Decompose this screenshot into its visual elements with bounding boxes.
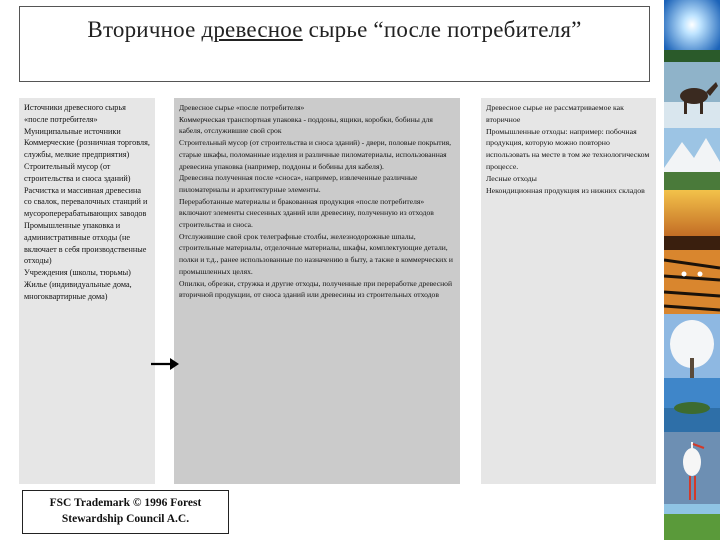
horse-water-photo [664, 62, 720, 128]
snowy-tree-photo [664, 314, 720, 378]
middle-item: Древесное сырье «после потребителя» [179, 103, 305, 112]
middle-item: Древесина полученная после «сноса», например, извлеченные различные пиломатериалы и архитектурные элементы. [179, 173, 418, 194]
lake-island-photo [664, 378, 720, 432]
title-part-1: Вторичное [87, 17, 202, 42]
left-item: Расчистка и массивная древесина со свалок, перевалочных станций и мусороперерабатывающих заводов [24, 185, 148, 219]
right-item: Промышленные отходы: например: побочная продукция, которую можно повторно использовать на месте в том же технологическом процессе. [486, 126, 650, 171]
middle-item: Переработанные материалы и бракованная продукция «после потребителя» включают элементы снесенных зданий или древесину, полученную из отходов строительства и сноса. [179, 196, 434, 230]
sun-sky-photo [664, 0, 720, 62]
left-item: Муниципальные источники [24, 126, 121, 136]
left-item: Коммерческие (розничная торговля, службы, мелкие предприятия) [24, 138, 150, 160]
left-item: Учреждения (школы, тюрьмы) [24, 268, 131, 278]
left-item: Жилье (индивидуальные дома, многоквартирные дома) [24, 279, 132, 301]
title-part-2: сырье “после потребителя” [302, 17, 582, 42]
left-column-sources [19, 98, 155, 484]
middle-item: Коммерческая транспортная упаковка - поддоны, ящики, коробки, бобины для кабеля, отслужившие свой срок [179, 114, 433, 136]
right-column-not-secondary [481, 98, 656, 484]
right-item: Древесное сырье не рассматриваемое как вторичное [486, 103, 624, 124]
left-item: Строительный мусор (от строительства и сноса зданий) [24, 161, 131, 183]
right-item: Лесные отходы [486, 173, 537, 183]
title-underlined-word: древесное [201, 17, 303, 42]
middle-column-post-consumer [174, 98, 460, 484]
left-item: Источники древесного сырья «после потребителя» [24, 103, 126, 124]
fsc-line-2: Stewardship Council A.C. [61, 513, 190, 525]
nature-photo-strip [664, 0, 720, 540]
sunset-desert-photo [664, 190, 720, 250]
mountain-lake-photo [664, 128, 720, 190]
fsc-line-1: FSC Trademark © 1996 Forest [49, 497, 202, 509]
stork-photo [664, 432, 720, 504]
left-item: Промышленные упаковка и административные отходы (не включает в себя производственные отходы) [24, 220, 147, 266]
middle-item: Строительный мусор (от строительства и сноса зданий) - двери, половые покрытия, старые шкафы, поломанные изделия и различные пиломатериалы, использованная древесина упаковка (например, поддоны и бобины для кабеля). [179, 138, 452, 171]
title-box [19, 6, 650, 82]
right-item: Некондиционная продукция из нижних складов [486, 185, 645, 195]
tiger-photo [664, 250, 720, 314]
fsc-trademark-box [22, 490, 229, 534]
arrow-right-icon [150, 357, 180, 371]
page-title [20, 17, 649, 43]
middle-item: Отслужившие свой срок телеграфные столбы, железнодорожные шпалы, строительные материалы, отделочные материалы, шкафы, комплектующие детали, полки и т.д., ранее использованные по назначению в быту, а также в коммерческих и промышленных целях. [179, 231, 453, 276]
green-field-photo [664, 504, 720, 540]
middle-item: Опилки, обрезки, стружка и другие отходы, полученные при переработке древесной вторичной продукции, от сноса зданий или древесины из строительных отходов [179, 278, 453, 300]
